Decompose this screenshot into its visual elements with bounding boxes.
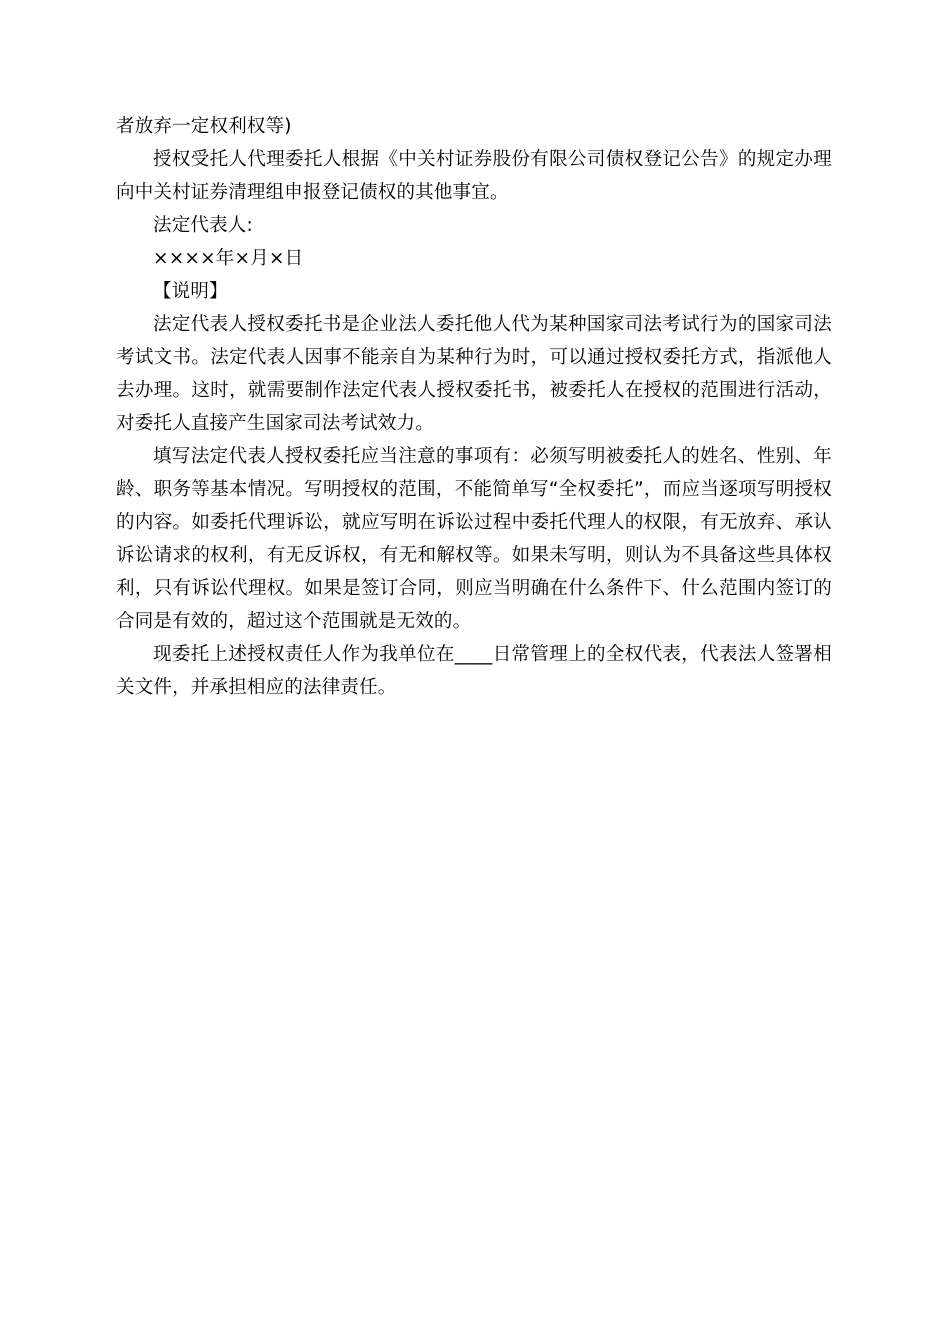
paragraph-delegation-statement: 现委托上述授权责任人作为我单位在____日常管理上的全权代表，代表法人签署相关文件，并承担相应的法律责任。 [116,644,832,698]
date-line: ××××年×月×日 [153,248,304,269]
document-body [116,110,832,704]
paragraph-authorization-scope: 授权受托人代理委托人根据《中关村证券股份有限公司债权登记公告》的规定办理向中关村证券清理组申报登记债权的其他事宜。 [116,149,832,203]
legal-representative-line: 法定代表人: [153,215,253,236]
paragraph-explanation-definition: 法定代表人授权委托书是企业法人委托他人代为某种国家司法考试行为的国家司法考试文书。法定代表人因事不能亲自为某种行为时，可以通过授权委托方式，指派他人去办理。这时，就需要制作法定代表人授权委托书，被委托人在授权的范围进行活动，对委托人直接产生国家司法考试效力。 [116,314,832,434]
paragraph-continuation: 者放弃一定权利权等) [116,116,292,137]
paragraph-explanation-notes: 填写法定代表人授权委托应当注意的事项有：必须写明被委托人的姓名、性别、年龄、职务等基本情况。写明授权的范围，不能简单写“全权委托”，而应当逐项写明授权的内容。如委托代理诉讼，就应写明在诉讼过程中委托代理人的权限，有无放弃、承认诉讼请求的权利，有无反诉权，有无和解权等。如果未写明，则认为不具备这些具体权利，只有诉讼代理权。如果是签订合同，则应当明确在什么条件下、什么范围内签订的合同是有效的，超过这个范围就是无效的。 [116,446,832,632]
explanation-heading: 【说明】 [153,281,228,302]
